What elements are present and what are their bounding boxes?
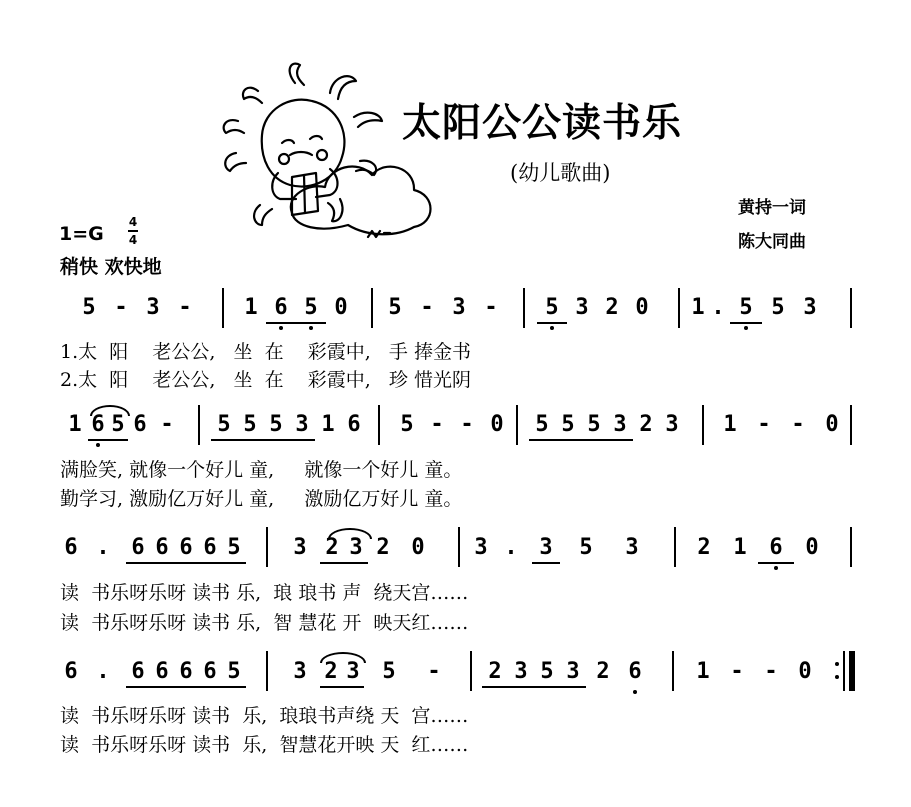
note: 5 [222, 661, 246, 683]
dot: . [96, 659, 110, 684]
measure [690, 297, 826, 319]
note: 0 [798, 659, 812, 684]
note: 5 [534, 661, 560, 683]
dash: - [430, 412, 444, 437]
final-barline-thick [849, 651, 855, 691]
measure [686, 537, 830, 559]
note: 3 [607, 414, 633, 436]
note: 0 [635, 295, 649, 320]
note: 6 [174, 661, 198, 683]
barline [198, 405, 200, 445]
note: 3 [560, 661, 586, 683]
note: 3 [803, 295, 817, 320]
note: 5 [263, 414, 289, 436]
note: 5 [529, 414, 555, 436]
note: 6 [64, 659, 78, 684]
repeat-dot [835, 662, 839, 666]
measure [482, 661, 650, 683]
dash: - [791, 412, 805, 437]
barline [702, 405, 704, 445]
lyric-verse-1: 满脸笑, 就像一个好儿 童, 就像一个好儿 童。 [60, 459, 463, 481]
note: 3 [342, 661, 364, 683]
lyric-verse-2: 勤学习, 激励亿万好儿 童, 激励亿万好儿 童。 [60, 488, 463, 510]
note: 0 [490, 412, 504, 437]
note: 1 [321, 412, 335, 437]
note: 5 [730, 297, 762, 319]
measure [386, 297, 500, 319]
note: 5 [555, 414, 581, 436]
note: 0 [805, 535, 819, 560]
note: 1 [691, 295, 705, 320]
note: 1 [68, 412, 82, 437]
measure [236, 297, 356, 319]
note: 2 [605, 295, 619, 320]
note: 6 [620, 661, 650, 683]
measure [211, 414, 367, 436]
note: 2 [320, 537, 344, 559]
note: 6 [126, 537, 150, 559]
note: 1 [244, 295, 258, 320]
barline [678, 288, 680, 328]
note: 1 [723, 412, 737, 437]
measure [529, 414, 685, 436]
rest-space [436, 297, 450, 319]
measure [537, 297, 657, 319]
tempo-marking: 稍快 欢快地 [60, 256, 162, 278]
note: 0 [334, 295, 348, 320]
time-signature [128, 215, 138, 247]
note: 3 [508, 661, 534, 683]
note: 3 [293, 659, 307, 684]
note: 0 [825, 412, 839, 437]
note: 1 [733, 535, 747, 560]
dash: - [420, 295, 434, 320]
barline [266, 527, 268, 567]
note: 2 [482, 661, 508, 683]
measure [280, 661, 454, 683]
lyric-verse-1: 读 书乐呀乐呀 读书 乐, 琅 琅书 声 绕天宫…… [60, 582, 469, 604]
dash: - [114, 295, 128, 320]
note: 3 [532, 537, 560, 559]
smiling-sun-reading-book-icon [200, 55, 445, 255]
barline [378, 405, 380, 445]
key-signature: 1=G [59, 223, 104, 245]
note: 3 [289, 414, 315, 436]
dash: - [730, 659, 744, 684]
measure [62, 414, 182, 436]
note: 6 [198, 537, 222, 559]
note: 3 [474, 535, 488, 560]
rest-space [468, 297, 482, 319]
barline [850, 527, 852, 567]
repeat-dot [835, 675, 839, 679]
note: 5 [581, 414, 607, 436]
note: 3 [665, 412, 679, 437]
note: 5 [771, 295, 785, 320]
composer-credit: 陈大同曲 [738, 232, 806, 252]
dot: . [504, 535, 518, 560]
rest-space [130, 297, 144, 319]
barline [523, 288, 525, 328]
rest-space [404, 297, 418, 319]
note: 3 [344, 537, 368, 559]
dash: - [764, 659, 778, 684]
note: 6 [150, 537, 174, 559]
song-subtitle: (幼儿歌曲) [510, 161, 611, 185]
barline [222, 288, 224, 328]
note: 6 [64, 535, 78, 560]
note: 3 [625, 535, 639, 560]
dash: - [160, 412, 174, 437]
lyric-verse-2: 2.太 阳 老公公, 坐 在 彩霞中, 珍 惜光阴 [60, 369, 471, 391]
barline [470, 651, 472, 691]
note: 5 [400, 412, 414, 437]
time-denominator: 4 [128, 232, 138, 247]
song-title: 太阳公公读书乐 [402, 100, 683, 146]
note: 5 [82, 295, 96, 320]
dash: - [460, 412, 474, 437]
note: 2 [639, 412, 653, 437]
note: 6 [347, 412, 361, 437]
measure [472, 537, 652, 559]
note: 5 [388, 295, 402, 320]
dash: - [427, 659, 441, 684]
note: 1 [696, 659, 710, 684]
measure [713, 414, 849, 436]
barline [850, 405, 852, 445]
barline [516, 405, 518, 445]
note: 6 [266, 297, 296, 319]
rest-space [162, 297, 176, 319]
measure [686, 661, 822, 683]
barline [674, 527, 676, 567]
note: 5 [296, 297, 326, 319]
note: 2 [596, 659, 610, 684]
barline [266, 651, 268, 691]
note: 3 [452, 295, 466, 320]
measure [80, 297, 194, 319]
time-fraction-bar [128, 230, 138, 232]
note: 5 [237, 414, 263, 436]
note: 3 [575, 295, 589, 320]
barline [672, 651, 674, 691]
note: 2 [376, 535, 390, 560]
note: 6 [150, 661, 174, 683]
note: 0 [411, 535, 425, 560]
measure [280, 537, 438, 559]
barline [371, 288, 373, 328]
lyric-verse-1: 读 书乐呀乐呀 读书 乐, 琅琅书声绕 天 宫…… [60, 705, 469, 727]
note: 2 [320, 661, 342, 683]
dash: - [178, 295, 192, 320]
note: 2 [697, 535, 711, 560]
time-numerator: 4 [128, 215, 138, 229]
dash: - [757, 412, 771, 437]
note: 5 [382, 659, 396, 684]
note: 6 [174, 537, 198, 559]
dash: - [484, 295, 498, 320]
note: 6 [198, 661, 222, 683]
note: 6 [88, 414, 108, 436]
final-barline-thin [843, 651, 845, 691]
note: 3 [146, 295, 160, 320]
rest-space [98, 297, 112, 319]
measure [62, 537, 246, 559]
note: 6 [126, 661, 150, 683]
lyric-verse-1: 1.太 阳 老公公, 坐 在 彩霞中, 手 捧金书 [60, 341, 471, 363]
note: 5 [211, 414, 237, 436]
note: 6 [133, 412, 147, 437]
barline [458, 527, 460, 567]
note: 5 [108, 414, 128, 436]
note: 3 [293, 535, 307, 560]
measure [62, 661, 246, 683]
dot: . [711, 295, 725, 320]
measure [392, 414, 512, 436]
lyricist-credit: 黄持一词 [738, 198, 806, 218]
dot: . [96, 535, 110, 560]
note: 5 [222, 537, 246, 559]
barline [850, 288, 852, 328]
note: 5 [537, 297, 567, 319]
note: 5 [579, 535, 593, 560]
note: 6 [758, 537, 794, 559]
lyric-verse-2: 读 书乐呀乐呀 读书 乐, 智 慧花 开 映天红…… [60, 612, 469, 634]
lyric-verse-2: 读 书乐呀乐呀 读书 乐, 智慧花开映 天 红…… [60, 734, 469, 756]
